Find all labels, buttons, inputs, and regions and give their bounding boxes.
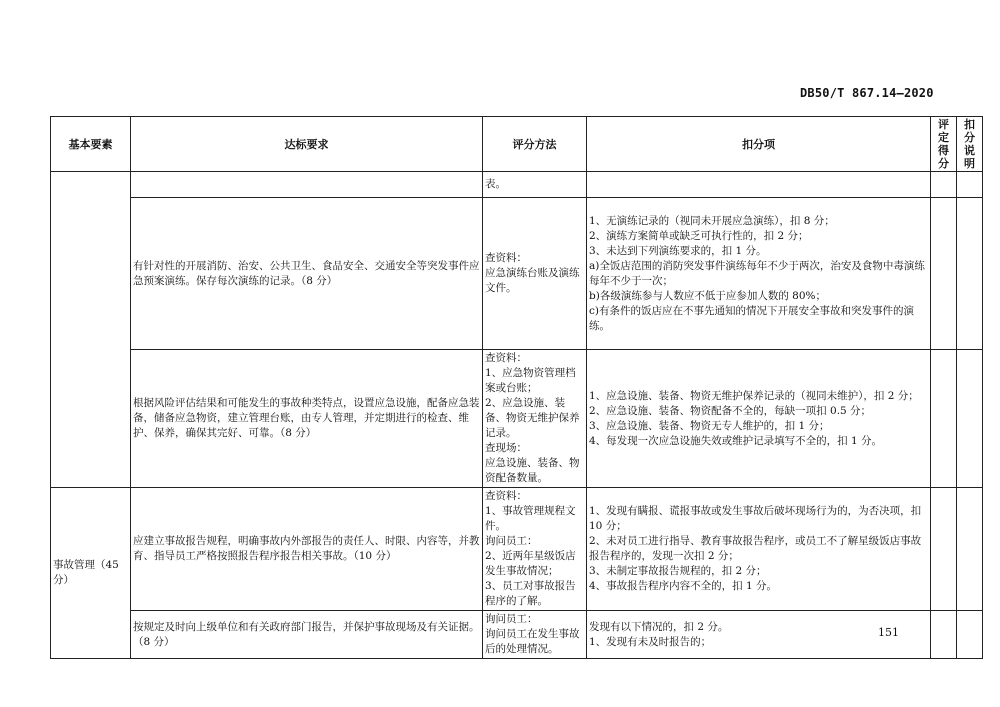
score-cell xyxy=(931,350,957,488)
deduction-line: 4、事故报告程序内容不全的，扣 1 分。 xyxy=(589,580,778,592)
method-line: 查资料： xyxy=(485,490,527,502)
page-number: 151 xyxy=(878,626,899,639)
col-header-requirement: 达标要求 xyxy=(131,117,483,172)
method-line: 2、近两年星级饭店发生事故情况； xyxy=(485,550,576,577)
method-line: 2、应急设施、装备、物资无维护保养记录。 xyxy=(485,397,580,439)
method-cell xyxy=(483,488,587,611)
deductions-cell xyxy=(587,488,931,611)
deduction-line: 2、未对员工进行指导、教育事故报告程序，或员工不了解星级饭店事故报告程序的，发现一次扣 2 分； xyxy=(589,535,922,562)
method-line: 应急演练台账及演练文件。 xyxy=(485,267,580,294)
deduction-line: a)全饭店范围的消防突发事件演练每年不少于两次，治安及食物中毒演练每年不少于一次； xyxy=(589,259,925,287)
deduction-line: 4、每发现一次应急设施失效或维护记录填写不全的，扣 1 分。 xyxy=(589,434,883,447)
category-cell xyxy=(51,172,131,488)
method-cell xyxy=(483,172,587,198)
col-header-method: 评分方法 xyxy=(483,117,587,172)
note-cell xyxy=(957,350,983,488)
method-line: 询问员工在发生事故后的处理情况。 xyxy=(485,628,580,655)
method-line: 表。 xyxy=(485,178,506,190)
table-header-row xyxy=(51,117,983,172)
method-line: 查现场： xyxy=(485,442,527,454)
deduction-line: 2、演练方案简单或缺乏可执行性的，扣 2 分； xyxy=(589,229,809,242)
table-row xyxy=(51,488,983,611)
method-line: 询问员工： xyxy=(485,613,538,625)
method-cell xyxy=(483,350,587,488)
deduction-line: b)各级演练参与人数应不低于应参加人数的 80%； xyxy=(589,289,826,302)
method-line: 应急设施、装备、物资配备数量。 xyxy=(485,457,580,484)
requirement-cell xyxy=(131,172,483,198)
note-cell xyxy=(957,488,983,611)
method-line: 1、应急物资管理档案或台账； xyxy=(485,367,576,394)
score-cell xyxy=(931,611,957,659)
note-cell xyxy=(957,611,983,659)
table-row xyxy=(51,611,983,659)
deduction-line: 发现有以下情况的，扣 2 分。 xyxy=(589,620,729,633)
method-line: 查资料： xyxy=(485,252,527,264)
col-header-deductions: 扣分项 xyxy=(587,117,931,172)
deduction-line: 2、应急设施、装备、物资配备不全的，每缺一项扣 0.5 分； xyxy=(589,404,872,417)
deduction-line: 3、应急设施、装备、物资无专人维护的，扣 1 分； xyxy=(589,419,830,432)
deduction-line: c)有条件的饭店应在不事先通知的情况下开展安全事故和突发事件的演练。 xyxy=(589,304,914,332)
table-row xyxy=(51,198,983,350)
table-row xyxy=(51,350,983,488)
deductions-cell xyxy=(587,350,931,488)
method-line: 3、员工对事故报告程序的了解。 xyxy=(485,580,576,607)
table-row xyxy=(51,172,983,198)
note-cell xyxy=(957,172,983,198)
method-line: 查资料： xyxy=(485,352,527,364)
col-header-category: 基本要素 xyxy=(51,117,131,172)
requirement-cell: 有针对性的开展消防、治安、公共卫生、食品安全、交通安全等突发事件应急预案演练。保存每次演练的记录。（8 分） xyxy=(131,198,483,350)
requirement-cell: 根据风险评估结果和可能发生的事故种类特点，设置应急设施，配备应急装备，储备应急物资，建立管理台账，由专人管理，并定期进行的检查、维护、保养，确保其完好、可靠。（8 分） xyxy=(131,350,483,488)
category-cell: 事故管理（45 分） xyxy=(51,488,131,659)
deduction-line: 3、未达到下列演练要求的，扣 1 分。 xyxy=(589,244,767,257)
deductions-cell xyxy=(587,198,931,350)
score-cell xyxy=(931,172,957,198)
scoring-table xyxy=(50,116,983,659)
col-header-note: 扣分说明 xyxy=(957,117,983,172)
method-cell xyxy=(483,611,587,659)
note-cell xyxy=(957,198,983,350)
deductions-cell xyxy=(587,172,931,198)
col-header-score: 评定得分 xyxy=(931,117,957,172)
requirement-cell: 按规定及时向上级单位和有关政府部门报告，并保护事故现场及有关证据。（8 分） xyxy=(131,611,483,659)
method-cell xyxy=(483,198,587,350)
deduction-line: 1、发现有瞒报、谎报事故或发生事故后破坏现场行为的，为否决项，扣 10 分； xyxy=(589,505,922,532)
method-line: 1、事故管理规程文件。 xyxy=(485,505,576,532)
method-line: 询问员工： xyxy=(485,535,538,547)
score-cell xyxy=(931,198,957,350)
deduction-line: 1、应急设施、装备、物资无维护保养记录的（视同未维护），扣 2 分； xyxy=(589,389,919,402)
score-cell xyxy=(931,488,957,611)
deduction-line: 3、未制定事故报告规程的，扣 2 分； xyxy=(589,565,767,577)
deduction-line: 1、发现有未及时报告的； xyxy=(589,635,712,648)
document-code: DB50/T 867.14—2020 xyxy=(800,86,934,100)
requirement-cell: 应建立事故报告规程，明确事故内外部报告的责任人、时限、内容等，并教育、指导员工严格按照报告程序报告相关事故。（10 分） xyxy=(131,488,483,611)
deduction-line: 1、无演练记录的（视同未开展应急演练），扣 8 分； xyxy=(589,214,835,227)
